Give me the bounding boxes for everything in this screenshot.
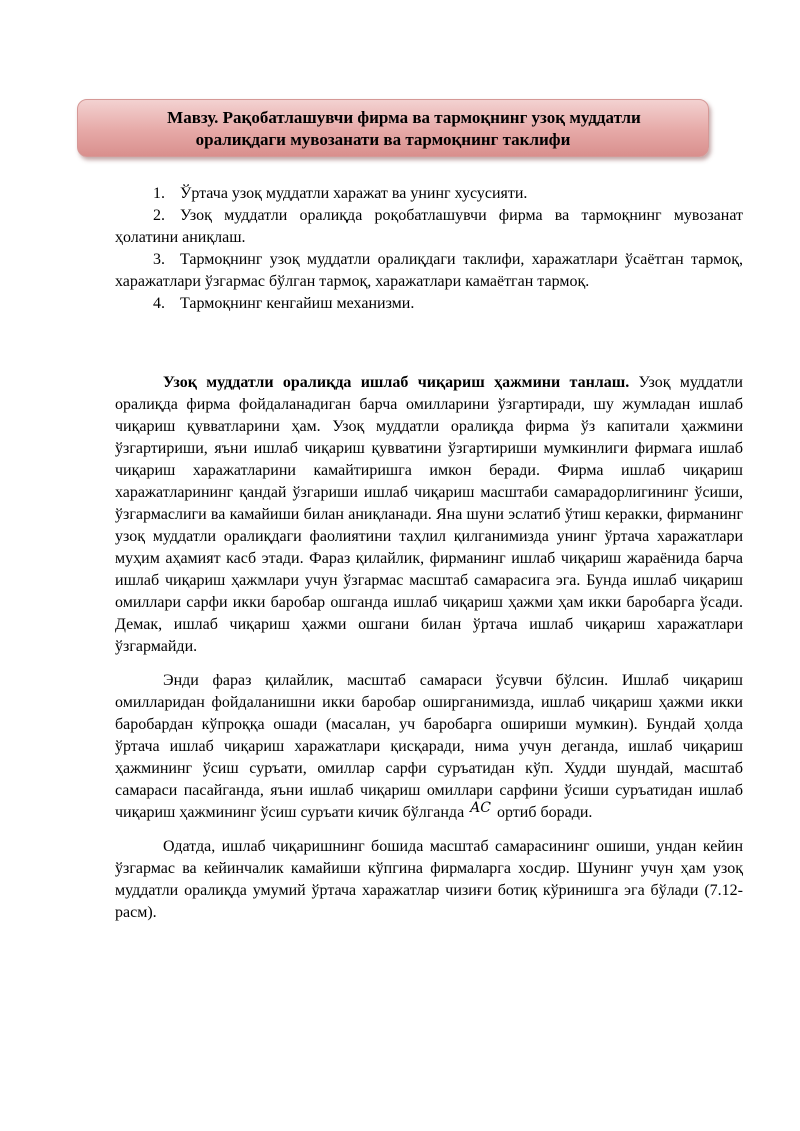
paragraph-1 — [115, 372, 743, 658]
paragraph-1-text: Узоқ муддатли оралиқда фирма фойдаланадиган барча омилларини ўзгартиради, шу жумладан ишлаб чиқариш қувватларини ҳам. Узоқ муддатли оралиқда фирма ўз капитали ҳажмини ўзгартириши, яъни ишлаб чиқариш қувватини ўзгартириши мумкинлиги фирмага ишлаб чиқариш харажатларини камайтиришга имкон беради. Фирма ишлаб чиқариш харажатларининг қандай ўзгариши ишлаб чиқариш масштаби самарадорлигининг ўсиши, ўзгармаслиги ва камайиши билан аниқланади. Яна шуни эслатиб ўтиш керакки, фирманинг узоқ муддатли оралиқдаги фаолиятини таҳлил қилганимизда унинг ўртача харажатлари муҳим аҳамият касб этади. Фараз қилайлик, фирманинг ишлаб чиқариш жараёнида барча ишлаб чиқариш ҳажмлари учун ўзгармас масштаб самарасига эга. Бунда ишлаб чиқариш омиллари сарфи икки баробар ошганда ишлаб чиқариш ҳажми ҳам икки баробарга ўсади. Демак, ишлаб чиқариш ҳажми ошгани билан ўртача ишлаб чиқариш харажатлари ўзгармайди. — [115, 374, 743, 655]
paragraph-2 — [115, 670, 743, 824]
plan-item-text: Тармоқнинг кенгайиш механизми. — [180, 295, 415, 312]
paragraph-2-text: Энди фараз қилайлик, масштаб самараси ўсувчи бўлсин. Ишлаб чиқариш омилларидан фойдаланишни икки баробар оширганимизда, ишлаб чиқариш ҳажми икки баробардан кўпроққа ошади (масалан, уч баробарга ошириши мумкин). Бундай ҳолда ўртача ишлаб чиқариш харажатлари қисқаради, нима учун деганда, ишлаб чиқариш ҳажмининг ўсиш суръати, омиллар сарфи суръатидан кўп. Худди шундай, масштаб самараси пасайганда, яъни ишлаб чиқариш омиллари сарфини ўсиши суръатидан ишлаб чиқариш ҳажмининг ўсиш суръати кичик бўлганда — [115, 672, 743, 821]
body-text — [115, 372, 743, 924]
plan-item-number: 1. — [153, 185, 165, 202]
topic-title-banner — [77, 99, 709, 157]
paragraph-2-tail: ортиб боради. — [493, 804, 593, 821]
topic-title-line-1: Мавзу. Рақобатлашувчи фирма ва тармоқнинг узоқ муддатли — [167, 108, 641, 127]
plan-item-3 — [115, 249, 743, 293]
plan-item-text: Ўртача узоқ муддатли харажат ва унинг хусусияти. — [180, 185, 528, 202]
plan-item-number: 2. — [153, 207, 165, 224]
plan-item-4 — [115, 293, 743, 315]
formula-ac: AC — [470, 800, 491, 816]
plan-item-1 — [115, 183, 743, 205]
plan-item-text: Тармоқнинг узоқ муддатли оралиқдаги таклифи, харажатлари ўсаётган тармоқ, харажатлари ўзгармас бўлган тармоқ, харажатлари камаётган тармоқ. — [115, 251, 743, 290]
plan-item-2 — [115, 205, 743, 249]
section-heading: Узоқ муддатли оралиқда ишлаб чиқариш ҳажмини танлаш. — [163, 374, 630, 391]
paragraph-3 — [115, 836, 743, 924]
paragraph-3-text: Одатда, ишлаб чиқаришнинг бошида масштаб самарасининг ошиши, ундан кейин ўзгармас ва кейинчалик камайиши кўпгина фирмаларга хосдир. Шунинг учун ҳам узоқ муддатли оралиқда умумий ўртача харажатлар чизиғи ботиқ кўринишга эга бўлади (7.12-расм). — [115, 838, 743, 921]
topic-title-line-2: оралиқдаги мувозанати ва тармоқнинг таклифи — [195, 130, 571, 149]
plan-item-number: 4. — [153, 295, 165, 312]
plan-item-text: Узоқ муддатли оралиқда роқобатлашувчи фирма ва тармоқнинг мувозанат ҳолатини аниқлаш. — [115, 207, 743, 246]
lecture-plan-list — [115, 183, 743, 315]
plan-item-number: 3. — [153, 251, 165, 268]
